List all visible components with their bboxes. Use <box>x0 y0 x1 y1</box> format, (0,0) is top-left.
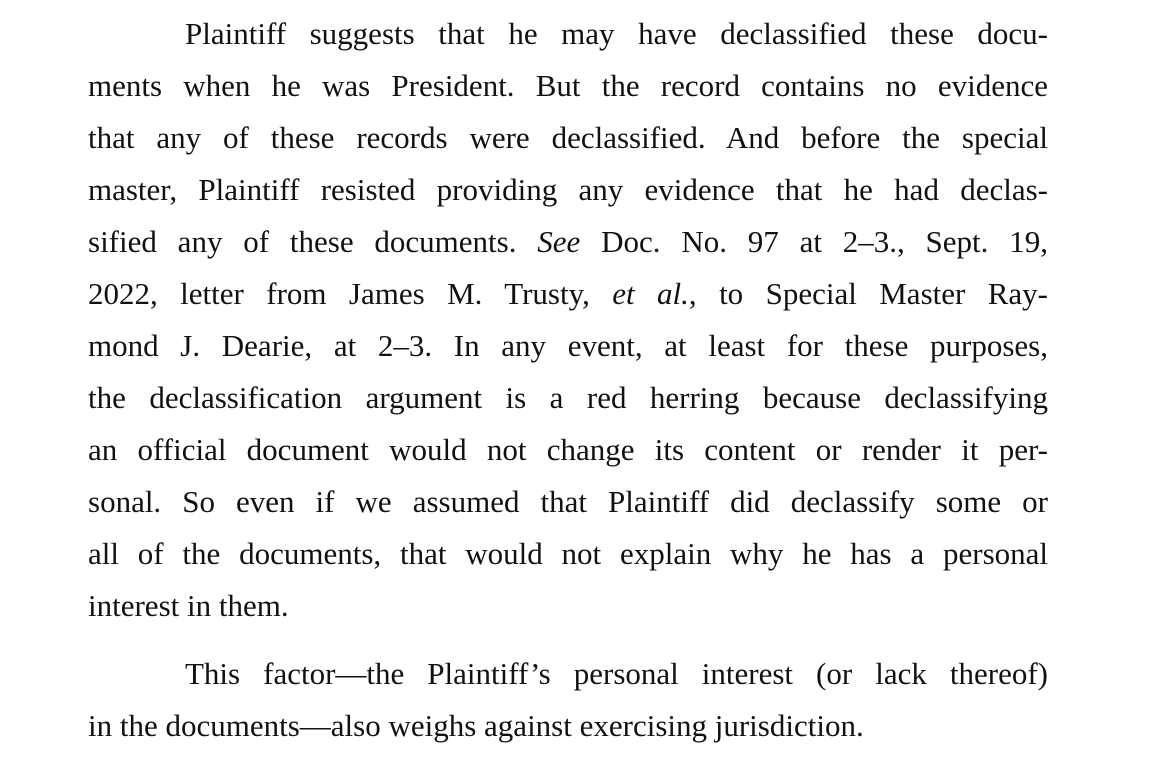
text-segment: 2022, letter from James M. Trusty, <box>88 276 613 311</box>
text-segment: ments when he was President. But the record contains no evidence <box>88 68 1048 103</box>
text-line <box>88 112 1048 164</box>
text-line <box>185 648 1048 700</box>
text-line <box>88 320 1048 372</box>
text-line <box>88 580 1048 632</box>
text-segment: Plaintiff suggests that he may have declassified these docu- <box>185 16 1048 51</box>
text-line <box>88 372 1048 424</box>
text-line <box>88 164 1048 216</box>
text-line <box>88 700 1048 752</box>
text-segment: , to Special Master Ray- <box>688 276 1048 311</box>
text-segment: Doc. No. 97 at 2–3., Sept. 19, <box>580 224 1048 259</box>
text-segment: master, Plaintiff resisted providing any evidence that he had declas- <box>88 172 1048 207</box>
text-line <box>88 424 1048 476</box>
text-line <box>88 216 1048 268</box>
text-segment: an official document would not change its content or render it per- <box>88 432 1048 467</box>
text-segment: mond J. Dearie, at 2–3. In any event, at least for these purposes, <box>88 328 1048 363</box>
text-line <box>88 268 1048 320</box>
text-line <box>88 60 1048 112</box>
text-segment: all of the documents, that would not explain why he has a personal <box>88 536 1048 571</box>
text-segment: sonal. So even if we assumed that Plaintiff did declassify some or <box>88 484 1048 519</box>
text-segment: in the documents—also weighs against exercising jurisdiction. <box>88 708 864 743</box>
text-line <box>88 476 1048 528</box>
text-line <box>88 528 1048 580</box>
citation-et-al: et al. <box>612 276 689 311</box>
citation-signal-see: See <box>537 224 581 259</box>
text-segment: This factor—the Plaintiff’s personal interest (or lack thereof) <box>185 656 1048 691</box>
text-segment: the declassification argument is a red herring because declassifying <box>88 380 1048 415</box>
text-segment: that any of these records were declassified. And before the special <box>88 120 1048 155</box>
text-segment: interest in them. <box>88 588 289 623</box>
text-segment: sified any of these documents. <box>88 224 538 259</box>
text-line <box>185 8 1048 60</box>
